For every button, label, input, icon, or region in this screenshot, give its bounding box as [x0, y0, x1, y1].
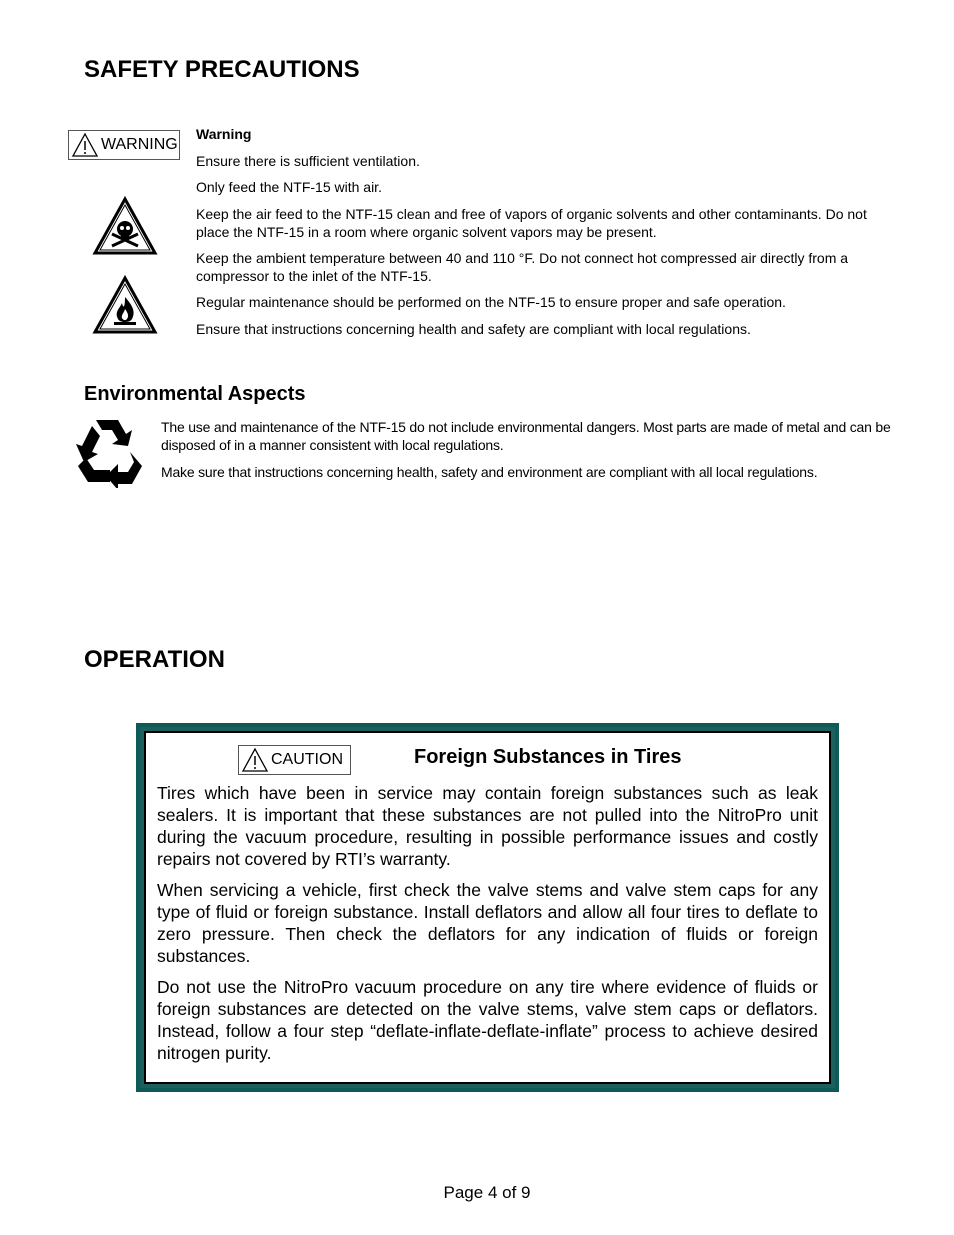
- environment-paragraph: Make sure that instructions concerning health, safety and environment are compliant with all local regulations.: [161, 464, 818, 480]
- operation-heading: OPERATION: [84, 646, 225, 673]
- safety-text: [196, 125, 896, 338]
- caution-paragraph: When servicing a vehicle, first check the valve stems and valve stem caps for any type of fluid or foreign substance. Install deflators and allow all four tires to deflate to zero pressure. Then check the deflators for any indication of fluids or foreign substances.: [157, 880, 818, 966]
- flammable-flame-icon: [92, 275, 158, 335]
- safety-item: Ensure that instructions concerning health and safety are compliant with local regulations.: [196, 321, 751, 337]
- caution-badge: [238, 745, 351, 775]
- caution-paragraph: Do not use the NitroPro vacuum procedure on any tire where evidence of fluids or foreign substances are detected on the valve stems, valve stem caps or deflators. Instead, follow a four step “deflate-inflate-deflate-inflate” process to achieve desired nitrogen purity.: [157, 977, 818, 1063]
- environment-text: [161, 418, 896, 481]
- warning-badge-label: WARNING: [101, 136, 178, 153]
- caution-badge-label: CAUTION: [271, 751, 343, 768]
- page-number: Page 4 of 9: [443, 1183, 531, 1202]
- recycle-icon: [74, 414, 148, 488]
- safety-item: Keep the ambient temperature between 40 and 110 °F. Do not connect hot compressed air directly from a compressor to the inlet of the NTF-15.: [196, 250, 849, 284]
- caution-box-text: [157, 782, 818, 1064]
- warning-triangle-icon: [241, 747, 269, 773]
- warning-title: Warning: [196, 126, 252, 142]
- warning-triangle-icon: [71, 132, 99, 158]
- poison-skull-icon: [92, 196, 158, 256]
- environment-paragraph: The use and maintenance of the NTF-15 do not include environmental dangers. Most parts are made of metal and can be disposed of in a manner consistent with local regulations.: [161, 419, 891, 453]
- environment-heading: Environmental Aspects: [84, 383, 306, 405]
- safety-heading: SAFETY PRECAUTIONS: [84, 56, 360, 83]
- warning-badge: [68, 130, 180, 160]
- safety-item: Regular maintenance should be performed on the NTF-15 to ensure proper and safe operation.: [196, 294, 786, 310]
- safety-item: Only feed the NTF-15 with air.: [196, 179, 382, 195]
- safety-item: Ensure there is sufficient ventilation.: [196, 153, 420, 169]
- caution-paragraph: Tires which have been in service may contain foreign substances such as leak sealers. It is important that these substances are not pulled into the NitroPro unit during the vacuum procedure, resulting in possible performance issues and costly repairs not covered by RTI’s warranty.: [157, 783, 818, 869]
- safety-item: Keep the air feed to the NTF-15 clean and free of vapors of organic solvents and other contaminants. Do not place the NTF-15 in a room where organic solvent vapors may be present.: [196, 206, 867, 240]
- caution-box-title: Foreign Substances in Tires: [414, 746, 682, 768]
